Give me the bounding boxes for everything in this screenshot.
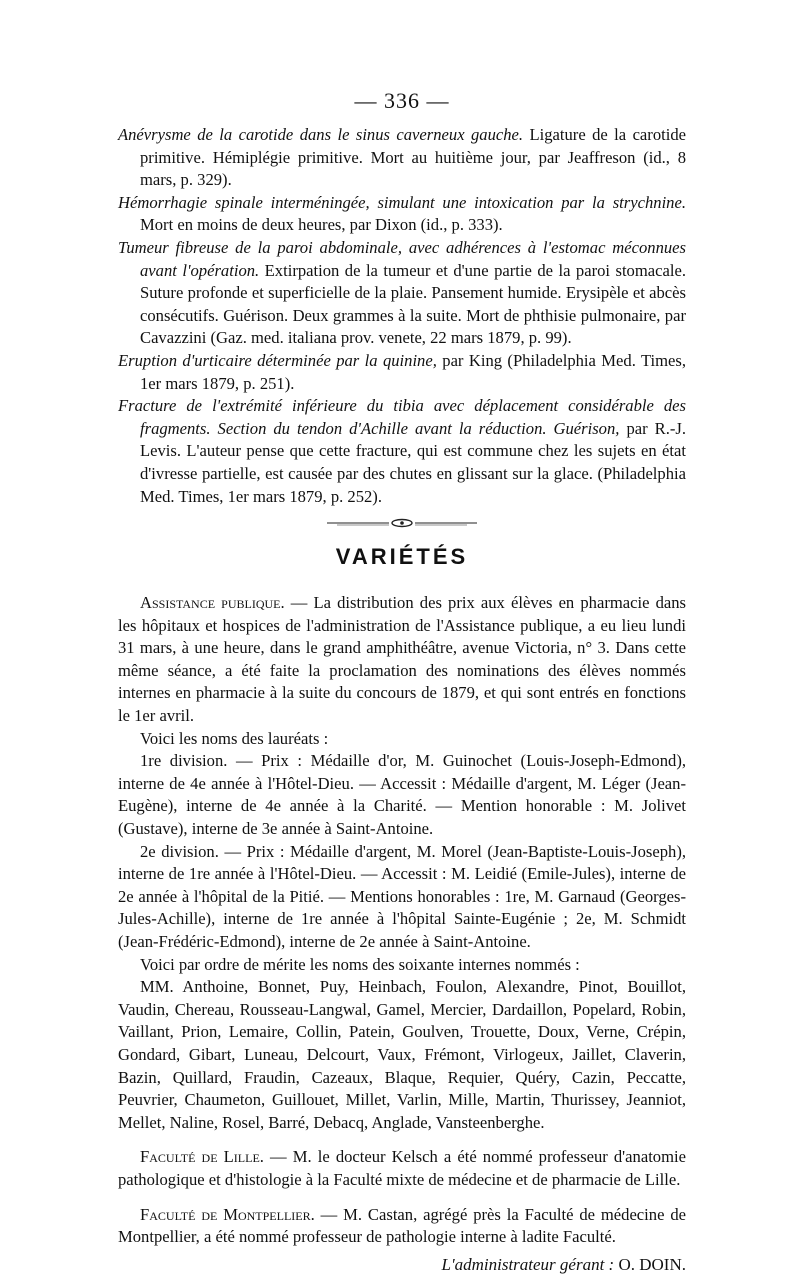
document-page [118,88,686,1275]
entry-title: Tumeur fibreuse de la paroi abdominale, avec adhérences à l'estomac méconnues avant l'opération. [118,237,686,280]
entry-body: par R.-J. Levis. L'auteur pense que cette fracture, qui est commune chez les sujets en état d'ivresse partielle, est causée par des chutes en glissant sur la glace. (Philadelphia Med. Times, 1er mars 1879, p. 252). [140,418,686,506]
signature-name: O. DOIN. [614,1254,686,1274]
bibliography-entry [118,350,686,395]
bibliography-entry [118,124,686,192]
bibliography-entry [118,395,686,508]
internes-intro: Voici par ordre de mérite les noms des soixante internes nommés : [140,954,580,974]
lille-paragraph [118,1146,686,1191]
assistance-heading: Assistance publique. [140,593,285,613]
internes-list: MM. Anthoine, Bonnet, Puy, Heinbach, Foulon, Alexandre, Pinot, Bouillot, Vaudin, Chereau, Rousseau-Langwal, Gamel, Mercier, Dardaillon, Popelard, Robin, Vaillant, Prion, Lemaire, Collin, Patein, Goulven, Trouette, Doux, Verne, Crépin, Gondard, Gibart, Luneau, Delcourt, Vaux, Frémont, Virlogeux, Jaillet, Claverin, Bazin, Quillard, Fraudin, Cazeaux, Blaque, Requier, Quéry, Cazin, Peccatte, Peuvrier, Chaumeton, Guillouet, Millet, Varlin, Mille, Martin, Thurissey, Jeanniot, Mellet, Naline, Rosel, Barré, Debacq, Anglade, Vansteenberghe. [118,977,686,1132]
entry-title: Hémorrhagie spinale interméningée, simulant une intoxication par la strychnine. [118,192,686,212]
assistance-text: — La distribution des prix aux élèves en pharmacie dans les hôpitaux et hospices de l'administration de l'Assistance publique, a eu lieu lundi 31 mars, à une heure, dans le grand amphithéâtre, avenue Victoria, n° 3. Dans cette même séance, a été faite la proclamation des nominations des élèves nommés internes en pharmacie à la suite du concours de 1879, et qui sont entrés en fonctions le 1er avril. [118,593,687,726]
signature [118,1255,686,1275]
entry-body: Extirpation de la tumeur et d'une partie de la paroi stomacale. Suture profonde et superficielle de la plaie. Pansement humide. Erysipèle et abcès consécutifs. Guérison. Deux grammes à la suite. Mort de phthisie pulmonaire, par Cavazzini (Gaz. med. italiana prov. venete, 22 mars 1879, p. 99). [140,260,686,348]
entry-title: Eruption d'urticaire déterminée par la quinine, [118,350,437,370]
entry-title: Anévrysme de la carotide dans le sinus caverneux gauche. [118,125,524,144]
entry-title: Fracture de l'extrémité inférieure du tibia avec déplacement considérable des fragments. Section du tendon d'Achille avant la réduction. Guérison, [118,396,686,438]
bibliography-entry [118,237,686,350]
entry-body: par King (Philadelphia Med. Times, 1er mars 1879, p. 251). [140,350,687,393]
lille-heading: Faculté de Lille. [140,1147,264,1167]
division-2-paragraph: 2e division. — Prix : Médaille d'argent, M. Morel (Jean-Baptiste-Louis-Joseph), interne de 1re année à l'Hôtel-Dieu. — Accessit : M. Leidié (Emile-Jules), interne de 2e année à l'hôpital de la Pitié. — Mentions honorables : 1re, M. Garnaud (Georges-Jules-Achille), interne de 1re année à l'hôpital Sainte-Eugénie ; 2e, M. Schmidt (Jean-Frédéric-Edmond), interne de 2e année à Saint-Antoine. [118,841,686,951]
lille-text: — M. le docteur Kelsch a été nommé professeur d'anatomie pathologique et d'histologie à la Faculté mixte de médecine et de pharmacie de Lille. [118,1147,686,1189]
signature-label: L'administrateur gérant : [441,1254,615,1274]
montpellier-text: — M. Castan, agrégé près la Faculté de médecine de Montpellier, a été nommé professeur de pathologie interne à ladite Faculté. [118,1204,686,1247]
entry-body: Mort en moins de deux heures, par Dixon (id., p. 333). [140,215,503,235]
assistance-paragraph [118,592,686,728]
ornamental-divider [118,510,686,536]
montpellier-heading: Faculté de Montpellier. [140,1204,315,1224]
montpellier-paragraph [118,1204,686,1249]
entry-body: Ligature de la carotide primitive. Hémiplégie primitive. Mort au huitième jour, par Jeaffreson (id., 8 mars, p. 329). [140,125,687,190]
divider-ornament-icon [327,518,477,528]
division-1-paragraph: 1re division. — Prix : Médaille d'or, M. Guinochet (Louis-Joseph-Edmond), interne de 4e année à l'Hôtel-Dieu. — Accessit : Médaille d'argent, M. Léger (Jean-Eugène), interne de 4e année à la Charité. — Mention honorable : M. Jolivet (Gustave), interne de 3e année à Saint-Antoine. [118,751,686,839]
bibliography-entry [118,192,686,237]
page-number: — 336 — [354,88,450,113]
section-title: VARIÉTÉS [335,544,469,570]
laureats-intro: Voici les noms des lauréats : [140,728,329,748]
